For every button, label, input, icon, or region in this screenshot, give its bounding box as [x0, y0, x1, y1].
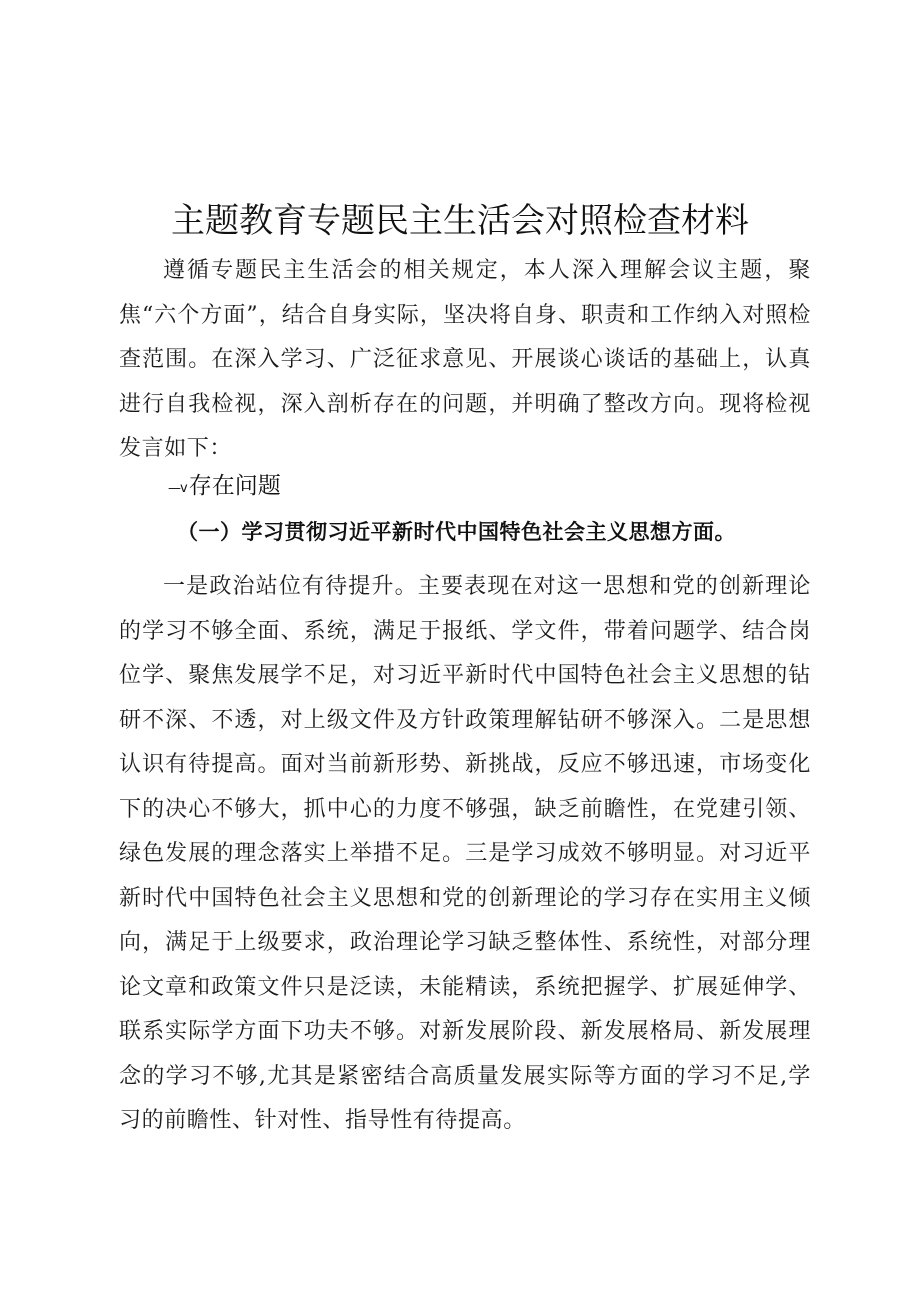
- intro-paragraph: 遵循专题民主生活会的相关规定，本人深入理解会议主题，聚焦“六个方面”，结合自身实际，坚决将自身、职责和工作纳入对照检查范围。在深入学习、广泛征求意见、开展谈心谈话的基础上，认真进行自我检视，深入剖析存在的问题，并明确了整改方向。现将检视发言如下：: [119, 258, 811, 461]
- subsection-body-paragraph: 一是政治站位有待提升。主要表现在对这一思想和党的创新理论的学习不够全面、系统，满足于报纸、学文件，带着问题学、结合岗位学、聚焦发展学不足，对习近平新时代中国特色社会主义思想的钻研不深、不透，对上级文件及方针政策理解钻研不够深入。二是思想认识有待提高。面对当前新形势、新挑战，反应不够迅速，市场变化下的决心不够大，抓中心的力度不够强，缺乏前瞻性，在党建引领、绿色发展的理念落实上举措不足。三是学习成效不够明显。对习近平新时代中国特色社会主义思想和党的创新理论的学习存在实用主义倾向，满足于上级要求，政治理论学习缺乏整体性、系统性，对部分理论文章和政策文件只是泛读，未能精读，系统把握学、扩展延伸学、联系实际学方面下功夫不够。对新发展阶段、新发展格局、新发展理念的学习不够,尤其是紧密结合高质量发展实际等方面的学习不足,学习的前瞻性、针对性、指导性有待提高。: [119, 574, 811, 1133]
- subsection-heading: （一）学习贯彻习近平新时代中国特色社会主义思想方面。: [177, 520, 736, 544]
- section-marker: —v: [168, 481, 187, 496]
- section-heading: [168, 470, 281, 505]
- section-heading-text: 存在问题: [188, 473, 281, 499]
- document-title: 主题教育专题民主生活会对照检查材料: [171, 201, 749, 241]
